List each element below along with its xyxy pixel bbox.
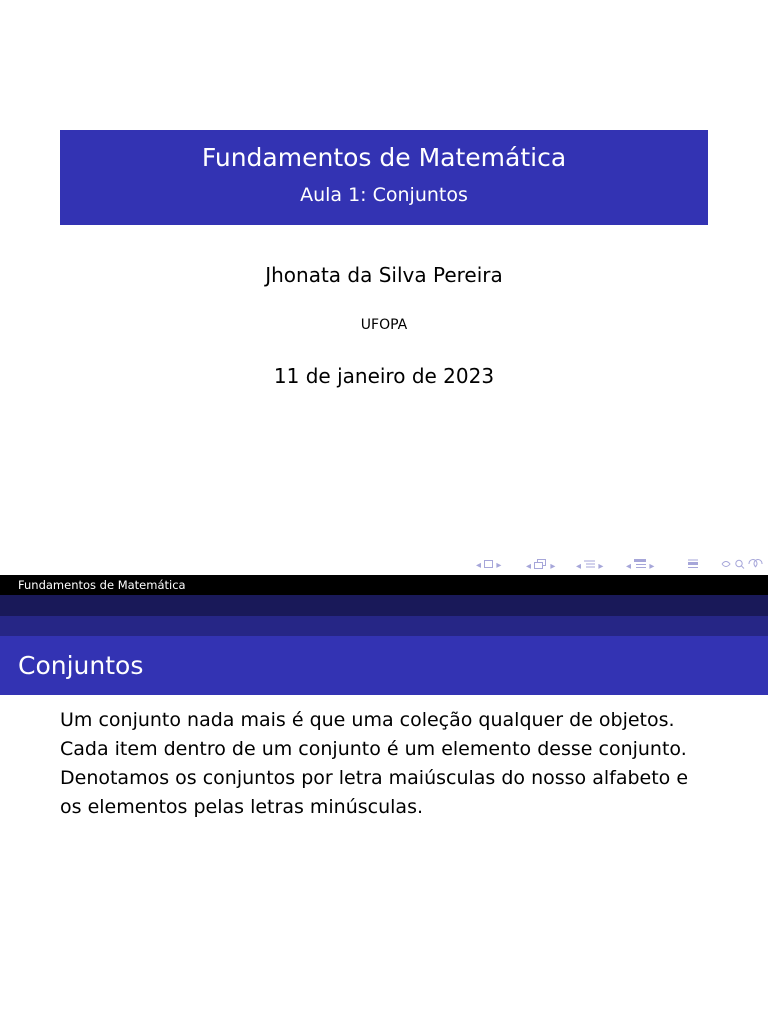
presentation-subtitle: Aula 1: Conjuntos	[300, 184, 468, 206]
presentation-title: Fundamentos de Matemática	[201, 143, 567, 172]
nav-subsection-icon[interactable]	[584, 559, 595, 574]
title-box	[60, 130, 708, 225]
body-line: Denotamos os conjuntos por letra maiúsculas do nosso alfabeto e	[60, 767, 689, 789]
institute-name: UFOPA	[360, 317, 408, 333]
nav-next-icon[interactable]: ▸	[649, 561, 655, 572]
nav-slide-icon[interactable]	[484, 559, 493, 573]
nav-document-icon[interactable]	[688, 559, 698, 574]
body-line: Um conjunto nada mais é que uma coleção qualquer de objetos.	[60, 709, 675, 731]
nav-prev-icon[interactable]: ◂	[526, 561, 532, 572]
section-band	[0, 595, 768, 616]
nav-section-icon[interactable]	[634, 559, 646, 574]
frame-title: Conjuntos	[18, 651, 144, 680]
content-slide	[0, 575, 768, 1024]
nav-next-icon[interactable]: ▸	[496, 560, 502, 571]
frame-title-bar	[0, 636, 768, 695]
headline-bar	[0, 575, 768, 595]
nav-next-icon[interactable]: ▸	[598, 561, 604, 572]
body-line: Cada item dentro de um conjunto é um elemento desse conjunto.	[60, 738, 687, 760]
body-line: os elementos pelas letras minúsculas.	[60, 796, 424, 818]
nav-frame-group[interactable]	[526, 559, 555, 573]
nav-subsection-group[interactable]	[576, 559, 603, 573]
slide-body	[60, 706, 720, 822]
nav-prev-icon[interactable]: ◂	[476, 560, 482, 571]
nav-prev-icon[interactable]: ◂	[576, 561, 582, 572]
author-name: Jhonata da Silva Pereira	[265, 263, 503, 287]
nav-prev-icon[interactable]: ◂	[626, 561, 632, 572]
subsection-band	[0, 616, 768, 636]
nav-frame-icon[interactable]	[534, 559, 547, 574]
nav-document-group[interactable]	[688, 559, 698, 573]
nav-section-group[interactable]	[626, 559, 654, 573]
headline-title: Fundamentos de Matemática	[18, 578, 186, 592]
presentation-date: 11 de janeiro de 2023	[273, 364, 495, 388]
nav-next-icon[interactable]: ▸	[550, 561, 556, 572]
nav-search-icon[interactable]	[721, 559, 763, 574]
nav-search-group[interactable]	[721, 559, 763, 573]
nav-slide-group[interactable]	[476, 559, 501, 573]
